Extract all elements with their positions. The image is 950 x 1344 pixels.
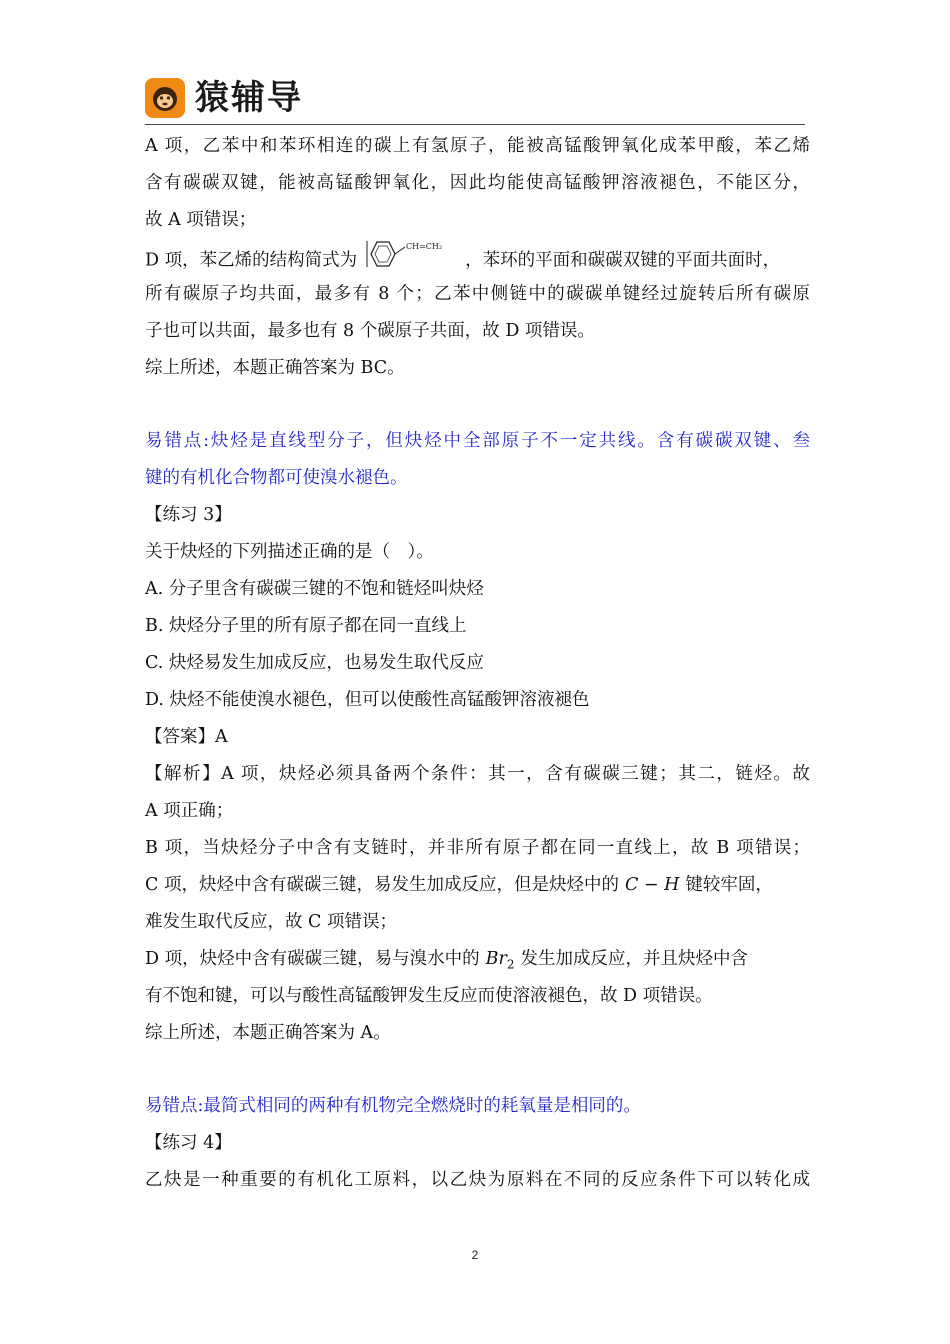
brand-logo-text: 猿辅导 xyxy=(195,78,303,118)
text-line: 含有碳碳双键，能被高锰酸钾氧化，因此均能使高锰酸钾溶液褪色，不能区分， xyxy=(145,173,810,193)
text-line: 综上所述，本题正确答案为 BC。 xyxy=(145,358,405,378)
analysis-line: 【解析】A 项，炔烃必须具备两个条件：其一，含有碳碳三键；其二，链烃。故 xyxy=(145,764,810,784)
analysis-line: 有不饱和键，可以与酸性高锰酸钾发生反应而使溶液褪色，故 D 项错误。 xyxy=(145,986,713,1006)
formula-br2 xyxy=(485,949,515,972)
text-line: 所有碳原子均共面，最多有 8 个；乙苯中侧链中的碳碳单键经过旋转后所有碳原 xyxy=(145,284,810,304)
analysis-line: 综上所述，本题正确答案为 A。 xyxy=(145,1023,391,1043)
analysis-line-with-formula xyxy=(145,867,810,904)
analysis-line: B 项，当炔烃分子中含有支链时，并非所有原子都在同一直线上，故 B 项错误； xyxy=(145,838,810,858)
document-body xyxy=(145,128,810,1199)
tip-line: 易错点:炔烃是直线型分子，但炔烃中全部原子不一定共线。含有碳碳双键、叁 xyxy=(145,431,810,451)
analysis-line-with-formula xyxy=(145,941,810,978)
text-segment: ，苯环的平面和碳碳双键的平面共面时， xyxy=(465,250,781,271)
question-text: 乙炔是一种重要的有机化工原料，以乙炔为原料在不同的反应条件下可以转化成 xyxy=(145,1170,810,1190)
structure-label: CH=CH₂ xyxy=(406,242,443,251)
text-segment: D 项，苯乙烯的结构简式为 xyxy=(145,250,358,271)
analysis-line: 难发生取代反应，故 C 项错误； xyxy=(145,912,398,932)
text-line: 故 A 项错误； xyxy=(145,210,257,230)
text-line: 子也可以共面，最多也有 8 个碳原子共面，故 D 项错误。 xyxy=(145,321,595,341)
header-divider xyxy=(145,124,805,125)
text-segment: D 项，炔烃中含有碳碳三键，易与溴水中的 xyxy=(145,949,480,969)
page-number: 2 xyxy=(471,1248,479,1262)
answer-line: 【答案】A xyxy=(145,727,228,747)
analysis-line: A 项正确； xyxy=(145,801,234,821)
exercise-label: 【练习 3】 xyxy=(145,505,232,525)
question-text: 关于炔烃的下列描述正确的是（ ）。 xyxy=(145,542,434,562)
option-b: B. 炔烃分子里的所有原子都在同一直线上 xyxy=(145,616,467,636)
text-line: A 项，乙苯中和苯环相连的碳上有氢原子，能被高锰酸钾氧化成苯甲酸，苯乙烯 xyxy=(145,136,810,156)
text-segment: C 项，炔烃中含有碳碳三键，易发生加成反应，但是炔烃中的 xyxy=(145,875,619,895)
tip-line: 键的有机化合物都可使溴水褪色。 xyxy=(145,468,408,488)
text-segment: 发生加成反应，并且炔烃中含 xyxy=(520,949,748,969)
formula-c-h: C − H xyxy=(624,875,680,895)
exercise-label: 【练习 4】 xyxy=(145,1133,232,1153)
formula-symbol: Br xyxy=(485,949,507,969)
text-segment: 键较牢固， xyxy=(685,875,773,895)
option-a: A. 分子里含有碳碳三键的不饱和链烃叫炔烃 xyxy=(145,579,484,599)
monkey-face-icon xyxy=(145,78,185,118)
tip-line: 易错点:最简式相同的两种有机物完全燃烧时的耗氧量是相同的。 xyxy=(145,1096,641,1116)
page-header xyxy=(145,74,805,124)
formula-subscript: 2 xyxy=(506,957,515,972)
text-line-with-structure xyxy=(145,239,810,276)
option-d: D. 炔烃不能使溴水褪色，但可以使酸性高锰酸钾溶液褪色 xyxy=(145,690,590,710)
option-c: C. 炔烃易发生加成反应，也易发生取代反应 xyxy=(145,653,484,673)
